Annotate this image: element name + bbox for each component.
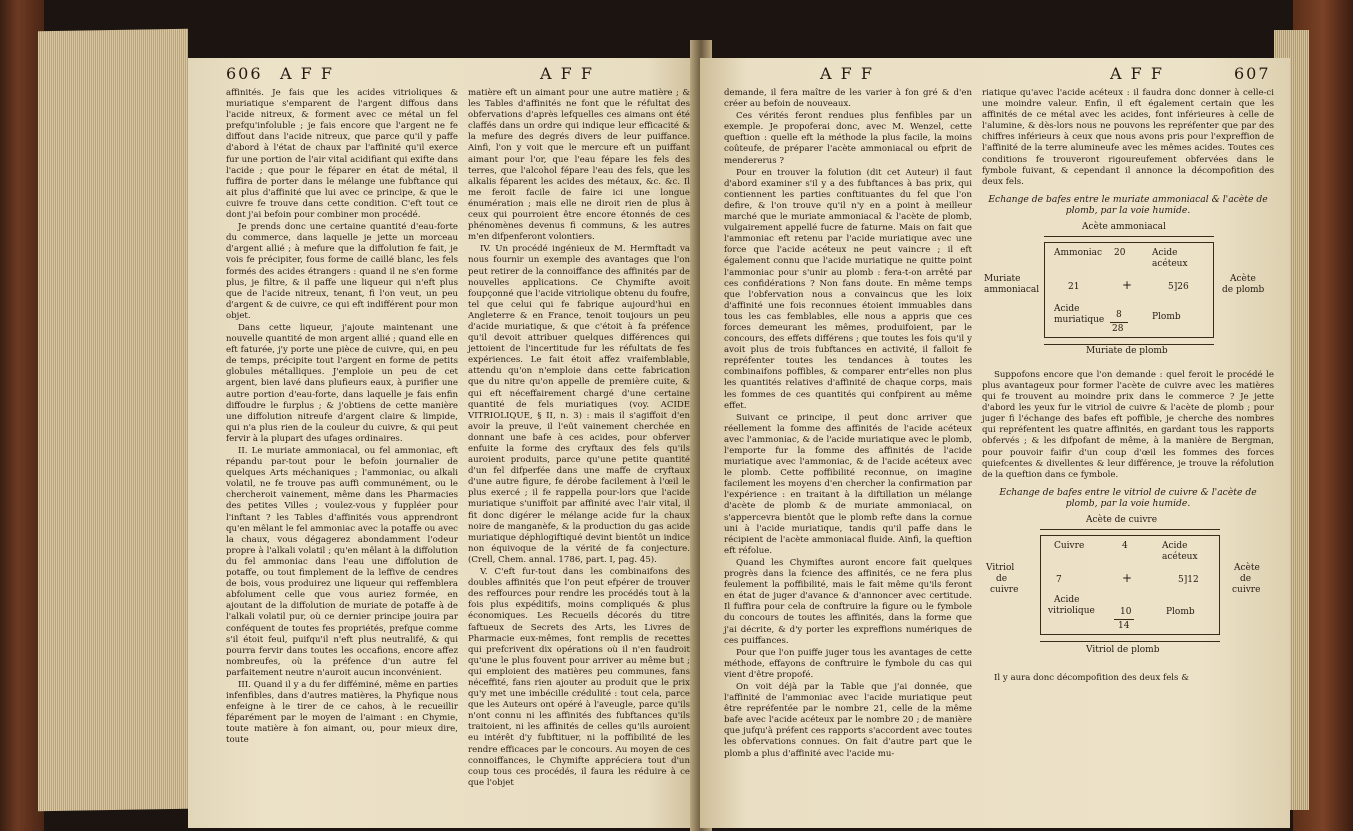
diagram-left-num: 7 — [1056, 574, 1062, 585]
diagram-bottom-num: 8 — [1116, 309, 1122, 320]
paragraph: III. Quand il y a du fer difféminé, même en parties infenfibles, dans d'autres matières, la Phyfique nous enfeigne à le tirer de ce cahos, à le recueillir féparément par le moyen de l'aimant : en Chymie, toute matière à fon aimant, ou, pour mieux dire, toute — [226, 679, 458, 746]
diagram-bl-1: Acide — [1054, 594, 1080, 605]
paragraph: IV. Un procédé ingénieux de M. Hermftadt va nous fournir un exemple des avantages que l'on peut retirer de la connoiffance des affinités par de nouvelles applications. Ce Chymifte avoit foupçonné que l'acide vitriolique obtenu du foufre, tel que celui qui fe fabrique aujourd'hui en Angleterre & en France, tenoit toujours un peu d'acide muriatique, & que c'étoit à fa préfence qu'il devoit attribuer quelques différences qui jettoient de l'incertitude fur les réfultats de fes expériences. Le fait étoit affez vraifemblable, attendu qu'on n'emploie dans cette fabrication que du nitre qu'on appelle de première cuite, & qui eft néceffairement chargé d'une certaine quantité de fels muriatiques (voy. ACIDE VITRIOLIQUE, § II, n. 3) : mais il s'agiffoit d'en avoir la preuve, il l'eût vainement cherchée en donnant une bafe à ces acides, pour obferver enfuite la forme des cryftaux des fels qu'ils auroient produits, parce qu'une petite quantité d'un fel difperfée dans une maffe de cryftaux d'une autre figure, fe dérobe facilement à l'œil le plus exercé ; il fe rappella pour-lors que l'acide muriatique s'uniffoit par affinité avec l'air vital, il fit donc digérer le mélange acide fur la chaux noire de manganèfe, & la production du gas acide muriatique déphlogiftiqué devint bientôt un indice non équivoque de la vérité de fa conjecture. (Crell, Chem. annal. 1786, part. I, pag. 45). — [468, 244, 690, 565]
paragraph: Dans cette liqueur, j'ajoute maintenant une nouvelle quantité de mon argent allié ; quand elle en eft faturée, j'y porte une pièce de cuivre, qui, en peu de temps, précipite tout l'argent en forme de petits globules métalliques. J'emploie un peu de cet argent, bien lavé dans plufieurs eaux, à purifier une autre portion d'eau-forte, dans laquelle je fais enfin diffoudre le furplus ; & j'obtiens de cette manière une diffolution nitreufe d'argent claire & limpide, qui n'a plus rien de la couleur du cuivre, & qui peut fervir à la plupart des ufages ordinaires. — [226, 322, 458, 444]
diagram-bl-1: Acide — [1054, 303, 1080, 314]
diagram-tr-1: Acide — [1152, 247, 1178, 258]
diagram-caption: Echange de bafes entre le vitriol de cuivre & l'acète de plomb, par la voie humide. — [999, 486, 1257, 509]
paragraph: Il y aura donc décompofition des deux fels & — [994, 672, 1189, 683]
diagram-right-num: 5]26 — [1168, 281, 1189, 292]
diagram-right-label-1: Acète — [1230, 273, 1256, 284]
diagram-br: Plomb — [1166, 606, 1195, 617]
diagram-sum: 28 — [1112, 323, 1124, 334]
diagram-caption: Echange de bafes entre le muriate ammoniacal & l'acète de plomb, par la voie humide. — [988, 193, 1268, 216]
paragraph: Pour en trouver la folution (dit cet Auteur) il faut d'abord examiner s'il y a des fubftances à bas prix, qui contiennent les parties conftituantes du fel que l'on defire, & l'on trouve qu'il n'y en a point à meilleur marché que le muriate ammoniacal & l'acète de plomb, vulgairement appellé fucre de faturne. Mais on fait que l'ammoniac eft retenu par l'acide muriatique avec une force que l'acide acéteux ne peut vaincre ; il eft également connu que l'acide muriatique ne quitte point l'ammoniac pour s'unir au plomb : fera-t-on arrêté par ces confidérations ? Non fans doute. En même temps que l'obfervation nous a convaincus que les loix d'affinité une fois reconnues étoient immuables dans tous les cas femblables, elle nous a appris que ces forces demeurant les mêmes, produifoient, par le concours, des effets différens ; que toutes les fois qu'il y avoit plus de trois fubftances en activité, il falloit fe repréfenter toutes les tendances à toutes les combinaifons poffibles, & comparer entr'elles non plus les quantités relatives d'affinité de chaque corps, mais les fommes de ces quantités qui confpirent au même effet. — [724, 167, 972, 411]
diagram-tl: Cuivre — [1054, 540, 1085, 551]
left-page-column-1 — [226, 88, 458, 748]
diagram-left-label-1: Muriate — [984, 273, 1021, 284]
diagram-tr-2: acéteux — [1162, 551, 1198, 562]
left-page — [188, 58, 698, 828]
diagram-sum: 14 — [1118, 620, 1130, 631]
brace-top — [1040, 529, 1220, 530]
sum-rule — [1114, 619, 1134, 620]
diagram-top-label: Acète ammoniacal — [1082, 221, 1166, 232]
paragraph: On voit déjà par la Table que j'ai donnée, que l'affinité de l'ammoniac avec l'acide muriatique peut être repréfentée par le nombre 21, celle de la même bafe avec l'acide acéteux par le nombre 20 ; de manière que jufqu'à préfent ces rapports s'accordent avec toutes les obfervations connues. On fait d'autre part que le plomb a plus d'affinité avec l'acide mu- — [724, 681, 972, 759]
running-head-right-a: A F F — [820, 64, 874, 83]
diagram-bottom-num: 10 — [1120, 606, 1132, 617]
paragraph: II. Le muriate ammoniacal, ou fel ammoniac, eft répandu par-tout pour le befoin journalier de quelques Arts méchaniques ; l'ammoniac, ou alkali volatil, ne fe trouve pas auffi communément, ou le chercheroit vainement, même dans les Pharmacies des petites Villes ; voulez-vous y fuppléer pour l'inftant ? les Tables d'affinités vous apprendront qu'en mêlant le fel ammoniac avec la potaffe ou avec la chaux, vous dégagerez abondamment l'odeur propre à l'alkali volatil ; qu'en mêlant à la diffolution du fel ammoniac dans l'eau une diffolution de potaffe, ou tout fimplement de la leffive de cendres de bois, vous produirez une liqueur qui reffemblera abfolument celle que vous auriez formée, en ajoutant de la diffolution de muriate de potaffe à de l'alkali volatil pur, où ce dernier principe jouira par conféquent de toutes fes propriétés, prefque comme s'il étoit feul, puifqu'il n'eft plus neutralifé, & qui pourra fervir dans toutes les occafions, encore affez nombreufes, où la préfence d'un autre fel parfaitement neutre n'auroit aucun inconvénient. — [226, 446, 458, 678]
diagram-right-num: 5]12 — [1178, 574, 1199, 585]
diagram-left-label-3: cuivre — [990, 584, 1019, 595]
brace-bottom — [1044, 344, 1214, 345]
paragraph: Suivant ce principe, il peut donc arriver que réellement la fomme des affinités de l'acide acéteux avec l'ammoniac, & de l'acide muriatique avec le plomb, l'emporte fur la fomme des affinités de l'acide muriatique avec l'ammoniac, & de l'acide acéteux avec le plomb. Cette poffibilité reconnue, on imagine facilement les moyens d'en chercher la confirmation par l'expérience : en traitant à la diftillation un mélange d'acète de plomb & de muriate ammoniacal, on s'appercevra bientôt que le plomb refte dans la cornue uni à l'acide muriatique, tandis qu'il paffe dans le récipient de l'acète ammoniacal fluide. Ainfi, la queftion eft réfolue. — [724, 412, 972, 556]
affinity-diagram-2 — [982, 515, 1274, 665]
diagram-tr-2: acéteux — [1152, 258, 1188, 269]
diagram-plus: + — [1122, 570, 1133, 585]
diagram-left-label-2: de — [996, 573, 1008, 584]
right-page-column-1 — [724, 88, 972, 761]
paragraph: riatique qu'avec l'acide acéteux : il faudra donc donner à celle-ci une moindre valeur. Enfin, il eft également certain que les affinités de ce métal avec les acides, font inférieures à celle de l'alumine, & dès-lors nous ne pouvons les repréfenter que par des chiffres inférieurs à ceux que nous avons pris pour l'expreffion de l'affinité de la terre alumineufe avec les mêmes acides. Toutes ces conditions fe trouveront rigoureufement obfervées dans le fymbole fuivant, & cependant il annonce la décompofition des deux fels. — [982, 88, 1274, 187]
diagram-left-num: 21 — [1068, 281, 1080, 292]
brace-top — [1044, 236, 1214, 237]
running-head-right-b: A F F — [1110, 64, 1164, 83]
diagram-br: Plomb — [1152, 311, 1181, 322]
running-head-left-b: A F F — [540, 64, 594, 83]
diagram-top-num: 4 — [1122, 540, 1128, 551]
paragraph: demande, il fera maître de les varier à fon gré & d'en créer au befoin de nouveaux. — [724, 88, 972, 110]
diagram-bl-2: muriatique — [1054, 314, 1105, 325]
page-edges-left — [38, 29, 188, 812]
diagram-bottom-label: Vitriol de plomb — [1086, 644, 1160, 655]
diagram-right-label-3: cuivre — [1232, 584, 1261, 595]
diagram-plus: + — [1122, 277, 1133, 292]
diagram-right-label-2: de plomb — [1222, 284, 1265, 295]
page-number-right: 607 — [1234, 64, 1271, 83]
paragraph: affinités. Je fais que les acides vitrioliques & muriatique s'emparent de l'argent diffous dans l'acide nitreux, & forment avec ce métal un fel prefqu'infoluble ; je fais encore que l'argent ne fe diffout dans l'acide nitreux, que parce qu'il y paffe d'abord à l'état de chaux par l'affinité qu'il exerce fur une portion de l'air vital acidifiant qui exifte dans l'acide ; que pour le féparer en état de métal, il fuffira de porter dans le mélange une fubftance qui ait plus d'affinité que lui avec ce principe, & que le cuivre fe trouve dans cette condition. C'eft tout ce dont j'ai befoin pour combiner mon procédé. — [226, 88, 458, 221]
right-page-column-2 — [982, 88, 1274, 685]
paragraph: Quand les Chymiftes auront encore fait quelques progrès dans la fcience des affinités, ce ne fera plus feulement la poffibilité, mais le fait même qu'ils feront en état de juger d'avance & d'annoncer avec certitude. Il fuffira pour cela de conftruire la figure ou le fymbole du concours de toutes les affinités, dans la forme que j'ai décrite, & d'y porter les expreffions numériques de ces puiffances. — [724, 557, 972, 646]
diagram-bottom-label: Muriate de plomb — [1086, 345, 1168, 356]
running-head-left-a: A F F — [280, 64, 334, 83]
diagram-right-label-1: Acète — [1234, 562, 1260, 573]
paragraph: V. C'eft fur-tout dans les combinaifons des doubles affinités que l'on peut efpérer de trouver des reffources pour rendre les procédés tout à la fois plus expéditifs, moins compliqués & plus économiques. Les Recueils décorés du titre faftueux de Secrets des Arts, les Livres de Pharmacie eux-mêmes, font remplis de recettes qui prefcrivent dix opérations où il n'en faudroit qu'une le plus fouvent pour arriver au même but ; qui emploient des matières peu communes, fans néceffité, fans rien ajouter au produit que le prix qu'y met une imbécille crédulité : tout cela, parce que les Auteurs ont opéré à l'aveugle, parce qu'ils n'ont connu ni les affinités des fubftances qu'ils traitoient, ni les affinités de celles qu'ils auroient eu intérêt d'y fubftituer, ni la poffibilité de les rendre efficaces par le concours. Au moyen de ces connoiffances, le Chymifte appréciera tout d'un coup tous ces procédés, il faura les réduire à ce que l'objet — [468, 567, 690, 788]
diagram-left-label-1: Vitriol — [986, 562, 1015, 573]
left-page-column-2 — [468, 88, 690, 790]
paragraph: Pour que l'on puiffe juger tous les avantages de cette méthode, effayons de conftruire le fymbole du cas qui vient d'être propofé. — [724, 647, 972, 680]
affinity-diagram-1 — [982, 222, 1274, 362]
diagram-left-label-2: ammoniacal — [984, 284, 1040, 295]
page-number-left: 606 — [226, 64, 263, 83]
diagram-tl: Ammoniac — [1054, 247, 1103, 258]
paragraph: Je prends donc une certaine quantité d'eau-forte du commerce, dans laquelle je jette un morceau d'argent allié ; à mefure que la diffolution fe fait, je vois fe précipiter, fous forme de caillé blanc, les fels formés des acides étrangers : quand il ne s'en forme plus, je filtre, & il paffe une liqueur qui n'eft plus que de l'acide nitreux, tenant, fi l'on veut, un peu d'argent & de cuivre, ce qui eft indifférent pour mon objet. — [226, 222, 458, 321]
diagram-bl-2: vitriolique — [1048, 605, 1095, 616]
paragraph: Ces vérités feront rendues plus fenfibles par un exemple. Je propoferai donc, avec M. Wenzel, cette queftion : quelle eft la méthode la plus facile, la moins coûteufe, de préparer l'acète ammoniacal ou efprit de mendererus ? — [724, 111, 972, 166]
paragraph: matière eft un aimant pour une autre matière ; & les Tables d'affinités ne font que le réfultat des obfervations d'après lefquelles ces aimans ont été claffés dans un ordre qui indique leur efficacité & la mefure des degrés divers de leur puiffance. Ainfi, l'on y voit que le mercure eft un puiffant aimant pour l'or, que l'eau fépare les fels des terres, que l'alcohol fépare l'eau des fels, que les alkalis féparent les acides des métaux, &c. &c. Il me feroit facile de faire ici une longue énumération ; mais elle ne diroit rien de plus à ceux qui pourroient être encore étonnés de ces phénomènes devenus fi communs, & les autres m'en difpenferont volontiers. — [468, 88, 690, 243]
diagram-top-num: 20 — [1114, 247, 1126, 258]
sum-rule — [1110, 322, 1128, 323]
right-page — [700, 58, 1290, 828]
brace-bottom — [1040, 641, 1220, 642]
diagram-top-label: Acète de cuivre — [1086, 514, 1158, 525]
diagram-tr-1: Acide — [1162, 540, 1188, 551]
paragraph: Suppofons encore que l'on demande : quel feroit le procédé le plus avantageux pour former l'acète de cuivre avec les matières qui fe trouvent au moindre prix dans le commerce ? Je jette d'abord les yeux fur le vitriol de cuivre & l'acète de plomb ; pour juger fi l'échange des bafes eft poffible, je cherche des nombres qui repréfentent les quatre affinités, en gardant tous les rapports obfervés ; & les difpofant de même, à la manière de Bergman, pour pouvoir faifir d'un coup d'œil les fommes des forces quiefcentes & divellentes & leur différence, je trouve la réfolution de la queftion dans ce fymbole. — [982, 369, 1274, 480]
diagram-right-label-2: de — [1240, 573, 1252, 584]
